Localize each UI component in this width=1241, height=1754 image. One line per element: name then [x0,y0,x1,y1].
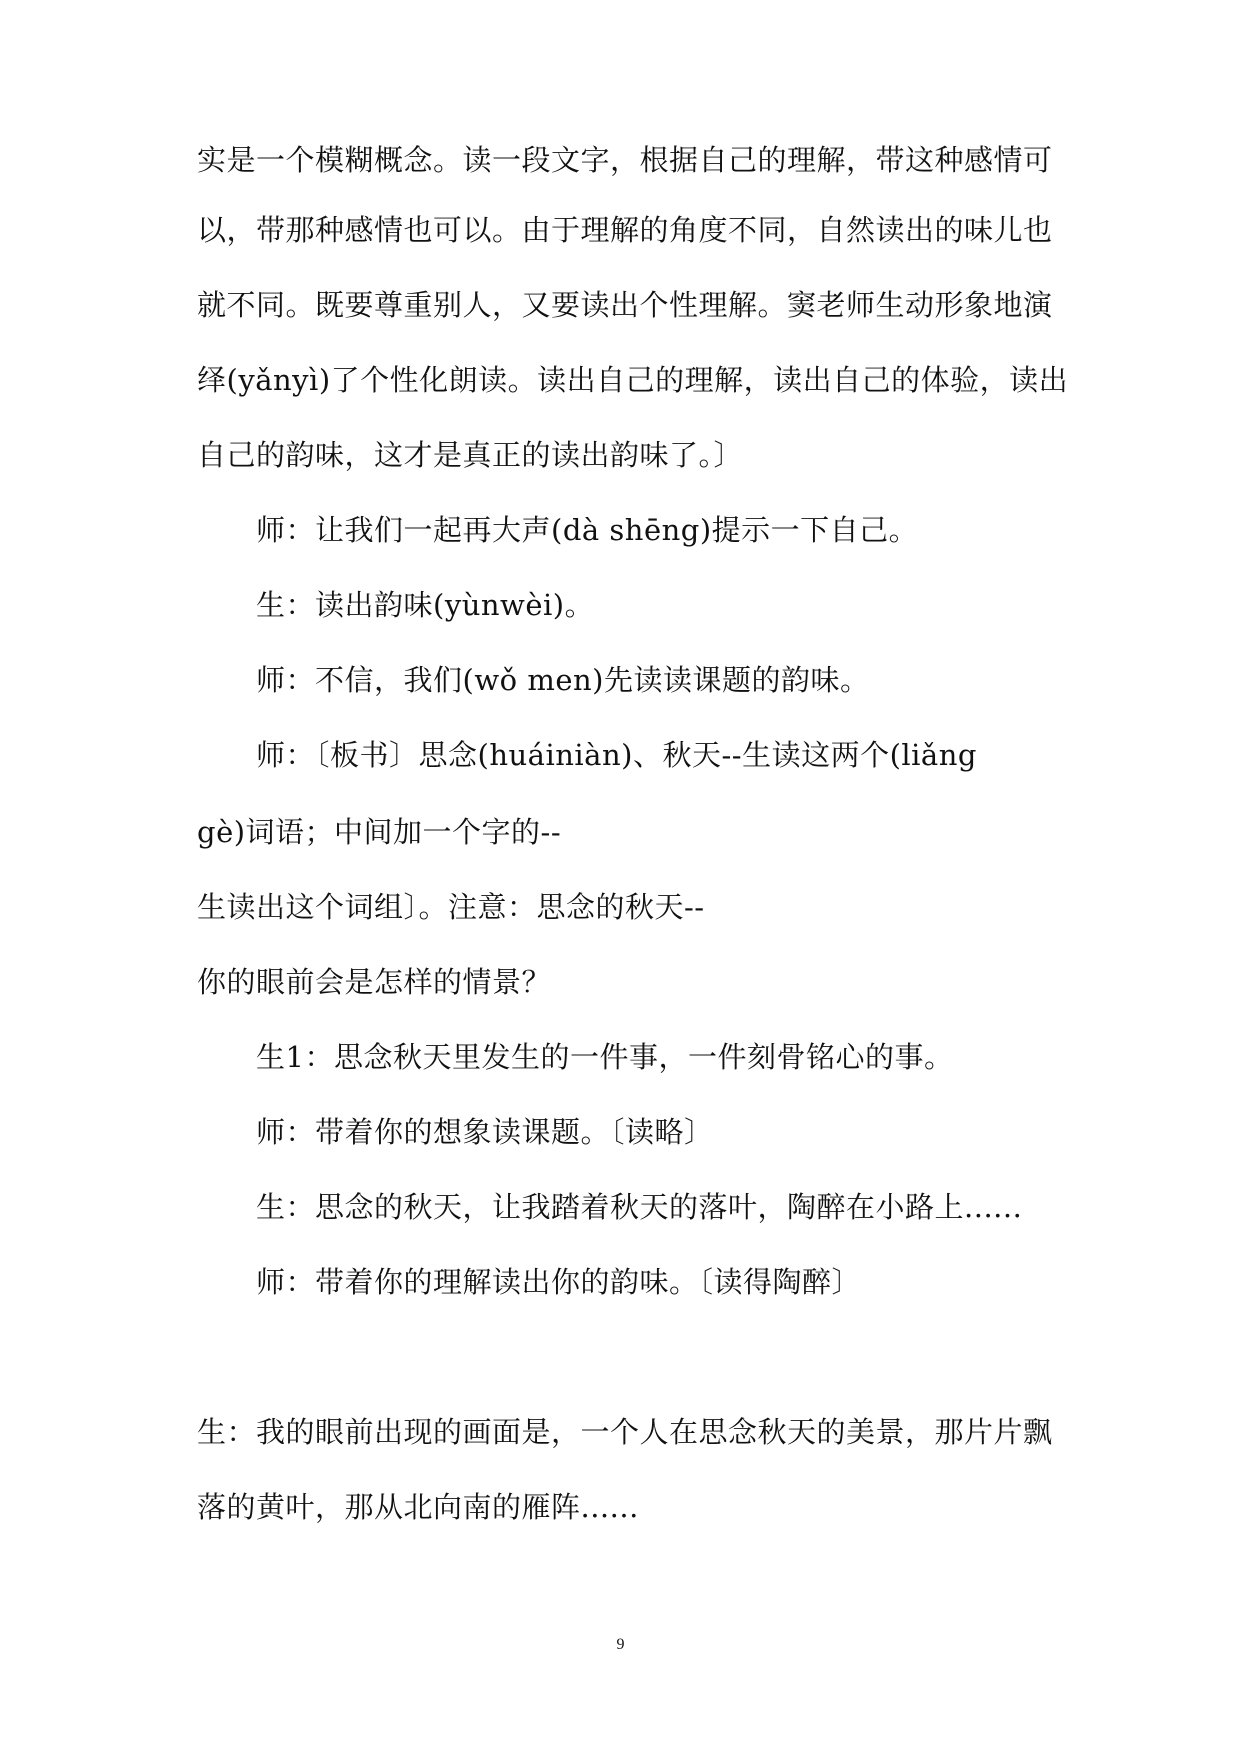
text-line-9: 生：我的眼前出现的画面是，一个人在思念秋天的美景，那片片飘 [197,1415,1053,1449]
dialogue-line-4: 师：〔板书〕思念(huáiniàn)、秋天--生读这两个(liǎng [256,738,977,772]
dialogue-line-7: 生：思念的秋天，让我踏着秋天的落叶，陶醉在小路上...... [256,1190,1023,1224]
dialogue-line-5: 生1：思念秋天里发生的一件事，一件刻骨铭心的事。 [256,1040,954,1074]
text-line-2: 以，带那种感情也可以。由于理解的角度不同，自然读出的味儿也 [197,213,1053,247]
text-line-1: 实是一个模糊概念。读一段文字，根据自己的理解，带这种感情可 [197,143,1053,177]
dialogue-line-6: 师：带着你的想象读课题。〔读略〕 [256,1115,714,1149]
text-line-3: 就不同。既要尊重别人，又要读出个性理解。窦老师生动形象地演 [197,288,1053,322]
text-line-7: 生读出这个词组〕。注意：思念的秋天-- [197,890,705,924]
text-line-5: 自己的韵味，这才是真正的读出韵味了。〕 [197,438,744,472]
dialogue-line-8: 师：带着你的理解读出你的韵味。〔读得陶醉〕 [256,1265,862,1299]
text-line-10: 落的黄叶，那从北向南的雁阵...... [197,1490,639,1524]
text-line-4: 绎(yǎnyì)了个性化朗读。读出自己的理解，读出自己的体验，读出 [197,363,1069,397]
text-line-8: 你的眼前会是怎样的情景？ [197,965,552,999]
text-line-6: gè)词语；中间加一个字的-- [197,815,562,849]
dialogue-line-3: 师：不信，我们(wǒ men)先读读课题的韵味。 [256,663,870,697]
page-number: 9 [616,1636,625,1653]
dialogue-line-1: 师：让我们一起再大声(dà shēng)提示一下自己。 [256,513,919,547]
dialogue-line-2: 生：读出韵味(yùnwèi)。 [256,588,595,622]
